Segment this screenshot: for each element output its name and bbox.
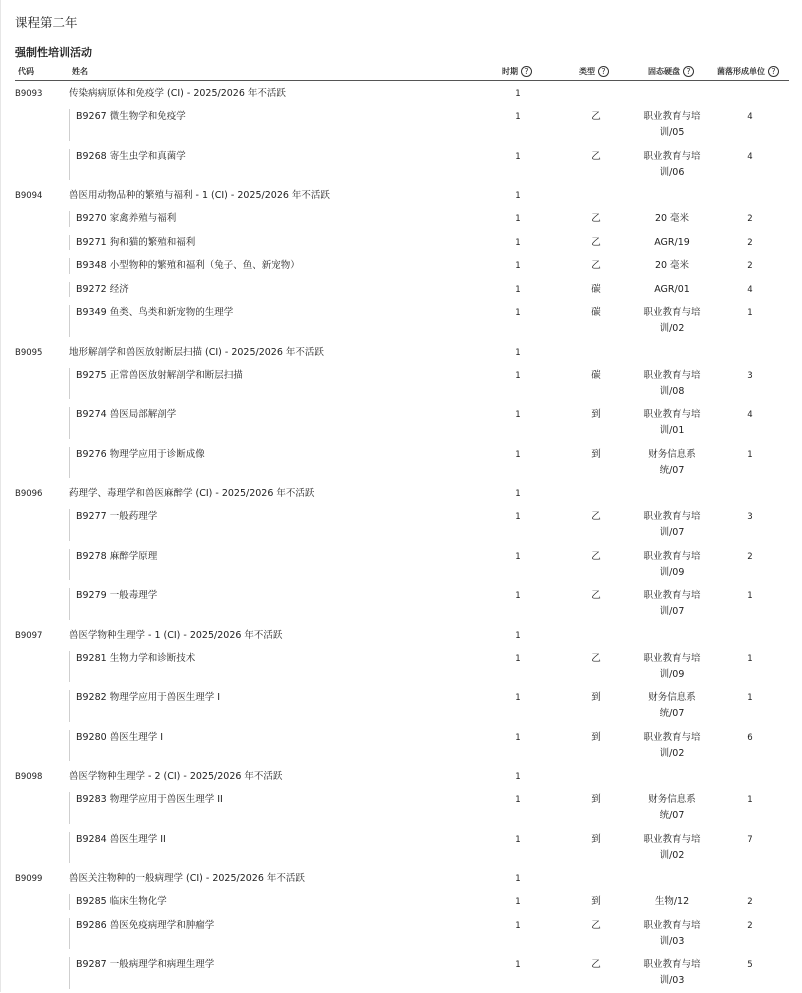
help-icon[interactable]: ? xyxy=(683,66,694,77)
module-code: B9095 xyxy=(15,347,43,358)
course-room xyxy=(627,792,717,824)
column-room: 固态硬盘 ? xyxy=(648,66,694,77)
course-credits: 3 xyxy=(747,512,753,522)
module-row xyxy=(15,341,789,364)
room-line: 职业教育与培 xyxy=(643,111,701,122)
module-name[interactable]: 兽医学物种生理学 - 1 (CI) - 2025/2026 年不活跃 xyxy=(69,629,283,641)
course-row xyxy=(15,278,789,302)
course-type: 到 xyxy=(591,692,601,703)
course-type: 到 xyxy=(591,833,601,845)
module-code: B9093 xyxy=(15,89,43,99)
course-room xyxy=(627,407,717,439)
course-name[interactable]: B9282 物理学应用于兽医生理学 I xyxy=(76,692,221,703)
room-line: 职业教育与培 xyxy=(643,550,701,562)
page-title: 课程第二年 xyxy=(15,15,78,30)
room-line: 20 毫米 xyxy=(654,260,690,271)
room-line: 统/07 xyxy=(659,464,685,476)
course-name[interactable]: B9281 生物力学和诊断技术 xyxy=(76,652,196,664)
module-row xyxy=(15,867,789,890)
course-room xyxy=(627,509,717,541)
room-line: 职业教育与培 xyxy=(643,590,701,601)
room-line: 训/07 xyxy=(659,606,685,617)
room-line: 训/03 xyxy=(659,975,685,986)
room-line: 训/02 xyxy=(659,747,685,759)
course-credits: 1 xyxy=(747,308,753,318)
module-row xyxy=(15,765,789,788)
course-credits: 2 xyxy=(747,237,753,248)
room-line: 职业教育与培 xyxy=(643,409,701,420)
course-period: 1 xyxy=(515,370,521,381)
course-row xyxy=(15,364,789,404)
course-type: 到 xyxy=(591,731,601,743)
course-name[interactable]: B9284 兽医生理学 II xyxy=(76,833,166,845)
course-type: 乙 xyxy=(591,652,601,664)
module-code: B9097 xyxy=(15,630,43,641)
course-row xyxy=(15,505,789,545)
room-line: 训/03 xyxy=(659,935,685,947)
course-name[interactable]: B9287 一般病理学和病理生理学 xyxy=(76,959,215,970)
course-credits: 7 xyxy=(747,834,753,845)
course-row xyxy=(15,254,789,278)
course-type: 乙 xyxy=(591,150,601,162)
room-line: 训/09 xyxy=(659,566,685,578)
room-line: 职业教育与培 xyxy=(643,919,701,931)
help-icon[interactable]: ? xyxy=(521,66,532,77)
course-type: 到 xyxy=(591,794,601,805)
course-room xyxy=(627,957,717,989)
room-line: 职业教育与培 xyxy=(643,833,701,845)
course-period: 1 xyxy=(515,732,521,743)
room-line: 训/07 xyxy=(659,527,685,538)
course-type: 乙 xyxy=(591,919,601,931)
room-line: 训/02 xyxy=(659,849,685,861)
course-credits: 2 xyxy=(747,261,753,271)
course-period: 1 xyxy=(515,284,521,295)
course-name[interactable]: B9271 狗和猫的繁殖和福利 xyxy=(76,236,196,248)
course-period: 1 xyxy=(515,410,521,420)
course-row xyxy=(15,145,789,185)
course-room xyxy=(627,368,717,400)
course-period: 1 xyxy=(515,261,521,271)
course-name[interactable]: B9268 寄生虫学和真菌学 xyxy=(76,150,186,162)
room-line: 职业教育与培 xyxy=(643,959,701,970)
course-credits: 1 xyxy=(747,693,753,703)
module-period: 1 xyxy=(515,630,521,641)
room-line: 训/01 xyxy=(659,425,685,436)
course-credits: 1 xyxy=(747,795,753,805)
table-header xyxy=(15,64,789,81)
column-code: 代码 xyxy=(18,67,34,76)
course-name[interactable]: B9277 一般药理学 xyxy=(76,511,158,522)
course-credits: 4 xyxy=(747,410,753,420)
course-name[interactable]: B9272 经济 xyxy=(76,283,129,295)
course-room xyxy=(627,918,717,950)
help-icon[interactable]: ? xyxy=(598,66,609,77)
course-credits: 2 xyxy=(747,920,753,931)
module-name[interactable]: 兽医学物种生理学 - 2 (CI) - 2025/2026 年不活跃 xyxy=(69,771,283,782)
course-period: 1 xyxy=(515,693,521,703)
course-period: 1 xyxy=(515,512,521,522)
course-row xyxy=(15,953,789,993)
course-type: 碳 xyxy=(591,283,601,295)
course-room xyxy=(627,235,717,251)
column-name: 姓名 xyxy=(72,67,88,76)
course-name[interactable]: B9276 物理学应用于诊断成像 xyxy=(76,448,205,460)
room-line: 训/06 xyxy=(659,166,685,178)
course-room xyxy=(627,211,717,227)
course-room xyxy=(627,690,717,722)
course-period: 1 xyxy=(515,920,521,931)
course-period: 1 xyxy=(515,960,521,970)
course-credits: 3 xyxy=(747,370,753,381)
course-row xyxy=(15,443,789,483)
course-row xyxy=(15,231,789,255)
room-line: 统/07 xyxy=(659,708,685,719)
course-row xyxy=(15,105,789,145)
course-room xyxy=(627,282,717,298)
course-row xyxy=(15,726,789,766)
room-line: 统/07 xyxy=(659,810,685,821)
module-row xyxy=(15,82,789,105)
module-period: 1 xyxy=(515,347,521,358)
column-period: 时期 ? xyxy=(502,66,532,77)
course-row xyxy=(15,584,789,624)
course-row xyxy=(15,301,789,341)
course-name[interactable]: B9283 物理学应用于兽医生理学 II xyxy=(76,794,223,805)
module-period: 1 xyxy=(515,489,521,499)
course-row xyxy=(15,890,789,914)
course-period: 1 xyxy=(515,151,521,162)
course-credits: 1 xyxy=(747,653,753,664)
room-line: 职业教育与培 xyxy=(643,731,701,743)
course-room xyxy=(627,730,717,762)
course-name[interactable]: B9278 麻醉学原理 xyxy=(76,550,158,562)
course-name[interactable]: B9349 鱼类、鸟类和新宠物的生理学 xyxy=(76,307,234,318)
course-period: 1 xyxy=(515,449,521,460)
course-credits: 4 xyxy=(747,112,753,122)
room-line: 20 毫米 xyxy=(654,213,690,224)
course-room xyxy=(627,258,717,274)
room-line: AGR/01 xyxy=(654,283,690,295)
course-room xyxy=(627,894,717,910)
course-credits: 4 xyxy=(747,151,753,162)
course-type: 碳 xyxy=(591,369,601,381)
section-title: 强制性培训活动 xyxy=(15,46,92,59)
course-row xyxy=(15,545,789,585)
room-line: 职业教育与培 xyxy=(643,652,701,664)
course-name[interactable]: B9267 微生物学和免疫学 xyxy=(76,111,186,122)
course-name[interactable]: B9274 兽医局部解剖学 xyxy=(76,409,177,420)
module-period: 1 xyxy=(515,772,521,782)
course-row xyxy=(15,647,789,687)
course-credits: 1 xyxy=(747,449,753,460)
course-period: 1 xyxy=(515,112,521,122)
course-type: 乙 xyxy=(591,511,601,522)
course-room xyxy=(627,109,717,141)
room-line: 职业教育与培 xyxy=(643,369,701,381)
course-credits: 2 xyxy=(747,897,753,907)
course-type: 乙 xyxy=(591,590,601,601)
room-line: 职业教育与培 xyxy=(643,150,701,162)
course-name[interactable]: B9286 兽医免疫病理学和肿瘤学 xyxy=(76,919,215,931)
course-name[interactable]: B9270 家禽养殖与福利 xyxy=(76,213,177,224)
course-type: 乙 xyxy=(591,236,601,248)
course-period: 1 xyxy=(515,897,521,907)
course-row xyxy=(15,207,789,231)
room-line: 训/05 xyxy=(659,127,685,138)
course-room xyxy=(627,447,717,479)
course-type: 碳 xyxy=(591,307,601,318)
room-line: 职业教育与培 xyxy=(643,307,701,318)
module-name[interactable]: 兽医关注物种的一般病理学 (CI) - 2025/2026 年不活跃 xyxy=(69,873,305,884)
column-credits: 菌落形成单位 ? xyxy=(717,66,779,77)
module-name[interactable]: 药理学、毒理学和兽医麻醉学 (CI) - 2025/2026 年不活跃 xyxy=(69,488,315,499)
course-row xyxy=(15,403,789,443)
room-line: 职业教育与培 xyxy=(643,511,701,522)
room-line: 训/08 xyxy=(659,385,685,397)
course-row xyxy=(15,788,789,828)
room-line: 财务信息系 xyxy=(648,692,696,703)
course-period: 1 xyxy=(515,551,521,562)
course-name[interactable]: B9280 兽医生理学 I xyxy=(76,731,164,743)
room-line: 生物/12 xyxy=(654,896,690,907)
course-period: 1 xyxy=(515,834,521,845)
course-period: 1 xyxy=(515,591,521,601)
course-room xyxy=(627,549,717,581)
course-name[interactable]: B9285 临床生物化学 xyxy=(76,896,167,907)
module-name[interactable]: 地形解剖学和兽医放射断层扫描 (CI) - 2025/2026 年不活跃 xyxy=(69,346,324,358)
course-credits: 2 xyxy=(747,214,753,224)
module-row xyxy=(15,482,789,505)
room-line: 训/02 xyxy=(659,323,685,334)
course-name[interactable]: B9279 一般毒理学 xyxy=(76,590,158,601)
course-room xyxy=(627,305,717,337)
course-room xyxy=(627,149,717,181)
course-type: 到 xyxy=(591,448,601,460)
course-row xyxy=(15,914,789,954)
course-type: 乙 xyxy=(591,550,601,562)
module-row xyxy=(15,184,789,207)
module-period: 1 xyxy=(515,191,521,201)
course-credits: 4 xyxy=(747,284,753,295)
course-row xyxy=(15,686,789,726)
course-room xyxy=(627,651,717,683)
module-period: 1 xyxy=(515,89,521,99)
course-type: 乙 xyxy=(591,959,601,970)
course-name[interactable]: B9275 正常兽医放射解剖学和断层扫描 xyxy=(76,369,243,381)
module-period: 1 xyxy=(515,874,521,884)
course-period: 1 xyxy=(515,795,521,805)
room-line: 财务信息系 xyxy=(648,794,696,805)
room-line: AGR/19 xyxy=(654,236,690,248)
course-credits: 2 xyxy=(747,551,753,562)
column-type: 类型 ? xyxy=(579,66,609,77)
course-credits: 6 xyxy=(747,732,753,743)
module-row xyxy=(15,624,789,647)
course-type: 到 xyxy=(591,409,601,420)
course-table-body xyxy=(15,82,789,993)
course-room xyxy=(627,832,717,864)
course-period: 1 xyxy=(515,308,521,318)
course-type: 乙 xyxy=(591,111,601,122)
room-line: 财务信息系 xyxy=(648,448,696,460)
course-period: 1 xyxy=(515,214,521,224)
course-type: 到 xyxy=(591,896,601,907)
course-type: 乙 xyxy=(591,213,601,224)
course-type: 乙 xyxy=(591,260,601,271)
module-code: B9096 xyxy=(15,489,43,499)
module-code: B9099 xyxy=(15,874,43,884)
module-code: B9098 xyxy=(15,772,43,782)
module-name[interactable]: 兽医用动物品种的繁殖与福利 - 1 (CI) - 2025/2026 年不活跃 xyxy=(69,190,330,201)
course-credits: 1 xyxy=(747,591,753,601)
course-credits: 5 xyxy=(747,960,753,970)
module-name[interactable]: 传染病病原体和免疫学 (CI) - 2025/2026 年不活跃 xyxy=(69,88,286,99)
course-period: 1 xyxy=(515,237,521,248)
room-line: 训/09 xyxy=(659,668,685,680)
course-room xyxy=(627,588,717,620)
course-period: 1 xyxy=(515,653,521,664)
course-name[interactable]: B9348 小型物种的繁殖和福利（兔子、鱼、新宠物） xyxy=(76,260,300,271)
help-icon[interactable]: ? xyxy=(768,66,779,77)
course-row xyxy=(15,828,789,868)
module-code: B9094 xyxy=(15,191,43,201)
